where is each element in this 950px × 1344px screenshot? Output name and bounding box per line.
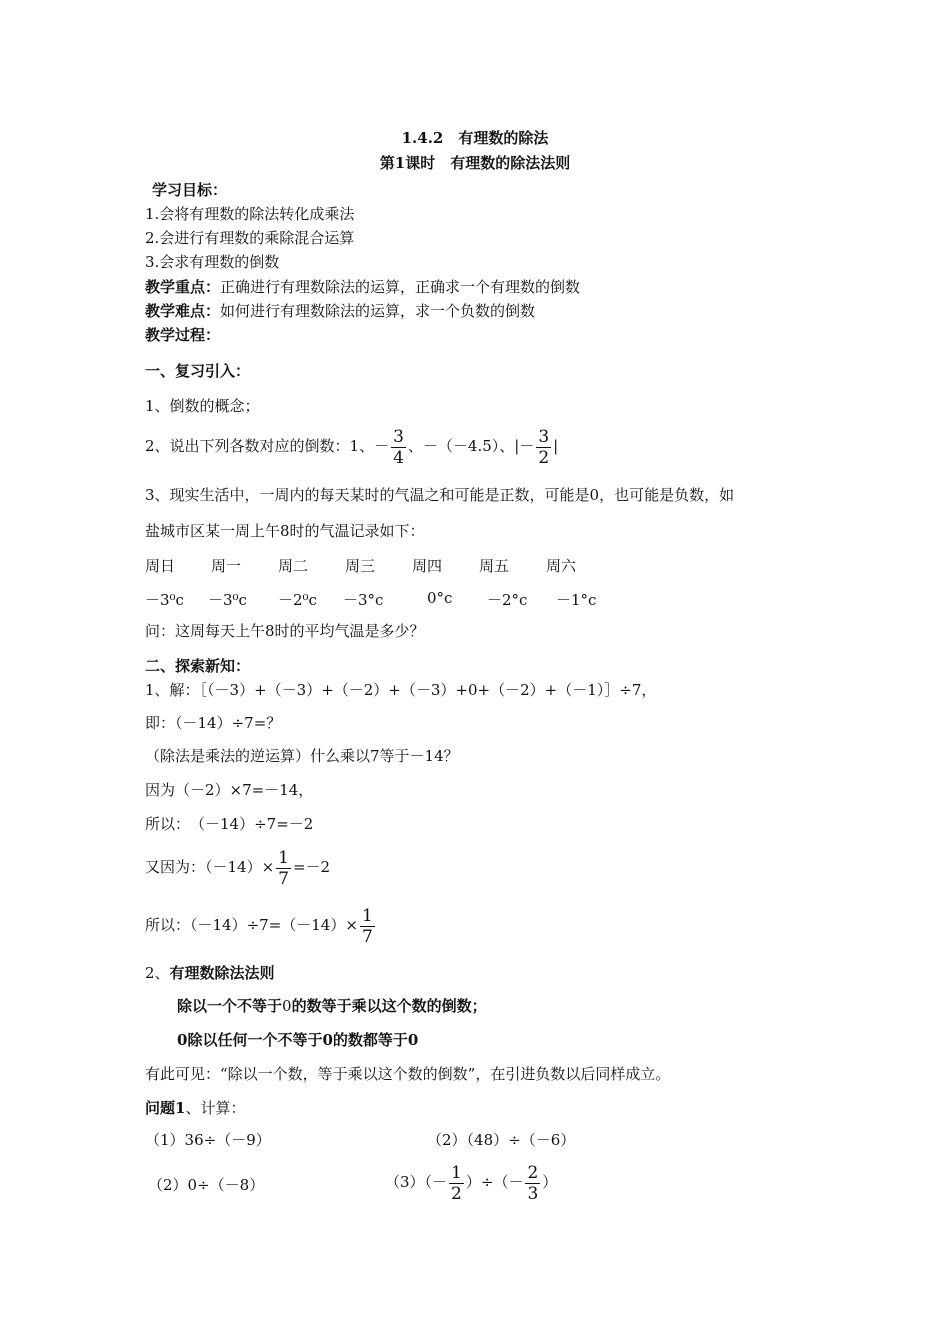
rule2-part: 除以任何一个不等于 (187, 1031, 323, 1049)
fraction (360, 906, 375, 947)
temperature-cell: －3⁰c (208, 591, 247, 609)
key-point (145, 277, 580, 297)
review-item-2 (145, 426, 558, 468)
rule2-part: 的数都等于 (332, 1031, 408, 1049)
objective-item: 1.会将有理数的除法转化成乘法 (145, 205, 355, 223)
rule1-part: 0 (282, 997, 292, 1015)
temperature-row (0, 589, 950, 611)
key-point-text: 正确进行有理数除法的运算，正确求一个有理数的倒数 (220, 278, 581, 296)
problem-label: 问题1 (145, 1099, 186, 1117)
difficulty-label: 教学难点： (145, 302, 221, 320)
problem-item: （1）36÷（－9） (145, 1131, 271, 1149)
weekday-cell: 周四 (412, 557, 443, 575)
key-point-label: 教学重点： (145, 278, 221, 296)
rule2-part: 0 (407, 1031, 419, 1049)
review2-mid: 、－（－4.5）、|－ (407, 437, 535, 455)
rule-1 (177, 996, 487, 1016)
page-subtitle: 第1课时 有理数的除法法则 (379, 154, 571, 172)
fraction (391, 427, 406, 468)
numerator: 1 (361, 905, 373, 926)
weekday-cell: 周三 (345, 557, 376, 575)
section2-heading: 二、探索新知： (145, 657, 251, 675)
explore6-suffix: =－2 (292, 858, 331, 876)
review-item-1: 1、倒数的概念； (145, 397, 260, 415)
objective-item: 3.会求有理数的倒数 (145, 253, 280, 271)
explore-line (145, 847, 330, 889)
review-item-3-line2: 盐城市区某一周上午8时的气温记录如下： (145, 522, 425, 540)
temperature-cell: －2°c (487, 591, 528, 609)
weekday-cell: 周五 (479, 557, 510, 575)
conclusion: 有此可见：“除以一个数，等于乘以这个数的倒数”，在引进负数以后同样成立。 (145, 1065, 671, 1083)
numerator: 1 (278, 847, 289, 868)
fraction (276, 848, 291, 889)
rule-heading (145, 963, 275, 983)
fraction (525, 1163, 540, 1204)
explore7-prefix: 所以：（－14）÷7=（－14）× (145, 916, 358, 934)
rule-heading-number: 2、 (145, 964, 170, 982)
explore-line: 1、解：［（－3）+（－3）+（－2）+（－3）+0+（－2）+（－1）］÷7， (145, 681, 657, 699)
denominator: 2 (451, 1183, 462, 1204)
review-item-3-line1: 3、现实生活中，一周内的每天某时的气温之和可能是正数，可能是0，也可能是负数，如 (145, 486, 735, 504)
page-title: 1.4.2 有理数的除法 (401, 129, 549, 147)
temperature-cell: －3⁰c (145, 591, 184, 609)
temperature-cell: －1°c (556, 591, 597, 609)
denominator: 2 (538, 447, 550, 468)
weekday-cell: 周六 (546, 557, 577, 575)
explore-line: 即：（－14）÷7=？ (145, 714, 282, 732)
p4-mid: ）÷（－ (465, 1173, 524, 1191)
rule-heading-text: 有理数除法法则 (169, 964, 275, 982)
explore-line: （除法是乘法的逆运算）什么乘以7等于－14？ (145, 747, 459, 765)
temperature-cell: －2⁰c (278, 591, 317, 609)
numerator: 1 (451, 1162, 462, 1183)
weekday-cell: 周一 (211, 557, 242, 575)
rule1-part: 的数等于乘以这个数的倒数； (291, 997, 487, 1015)
temperature-cell: 0°c (427, 589, 453, 607)
denominator: 3 (527, 1183, 539, 1204)
denominator: 4 (393, 447, 404, 468)
question: 问：这周每天上午8时的平均气温是多少？ (145, 622, 425, 640)
rule-2 (177, 1030, 418, 1050)
weekday-cell: 周二 (278, 557, 309, 575)
temperature-cell: －3°c (343, 591, 384, 609)
weekday-row (0, 555, 950, 577)
problem-item (385, 1162, 557, 1204)
problem-suffix: 、计算： (185, 1099, 246, 1117)
problem-item: （2）（48）÷（－6） (427, 1131, 576, 1149)
p4-prefix: （3）（－ (385, 1173, 448, 1191)
p4-suffix: ） (542, 1173, 558, 1191)
review2-prefix: 2、说出下列各数对应的倒数：1、－ (145, 437, 390, 455)
explore6-prefix: 又因为：（－14）× (145, 858, 275, 876)
objectives-heading: 学习目标： (152, 181, 228, 199)
denominator: 7 (361, 926, 373, 947)
section1-heading: 一、复习引入： (145, 362, 251, 380)
problem-heading (145, 1098, 245, 1118)
numerator: 3 (393, 426, 404, 447)
rule1-part: 除以一个不等于 (177, 997, 283, 1015)
objective-item: 2.会进行有理数的乘除混合运算 (145, 229, 355, 247)
explore-line: 所以： （－14）÷7=－2 (145, 815, 314, 833)
explore-line (145, 905, 377, 947)
difficulty-text: 如何进行有理数除法的运算，求一个负数的倒数 (220, 302, 536, 320)
numerator: 2 (527, 1162, 539, 1183)
process-heading: 教学过程： (145, 326, 221, 344)
denominator: 7 (278, 868, 289, 889)
fraction (449, 1163, 464, 1204)
numerator: 3 (538, 426, 550, 447)
rule2-part: 0 (322, 1031, 333, 1049)
problem-item: （2）0÷（－8） (148, 1176, 265, 1194)
weekday-cell: 周日 (145, 557, 176, 575)
explore-line: 因为（－2）×7=－14， (145, 781, 314, 799)
difficulty (145, 301, 535, 321)
review2-suffix: | (553, 437, 559, 455)
fraction (536, 427, 551, 468)
rule2-part: 0 (177, 1031, 188, 1049)
